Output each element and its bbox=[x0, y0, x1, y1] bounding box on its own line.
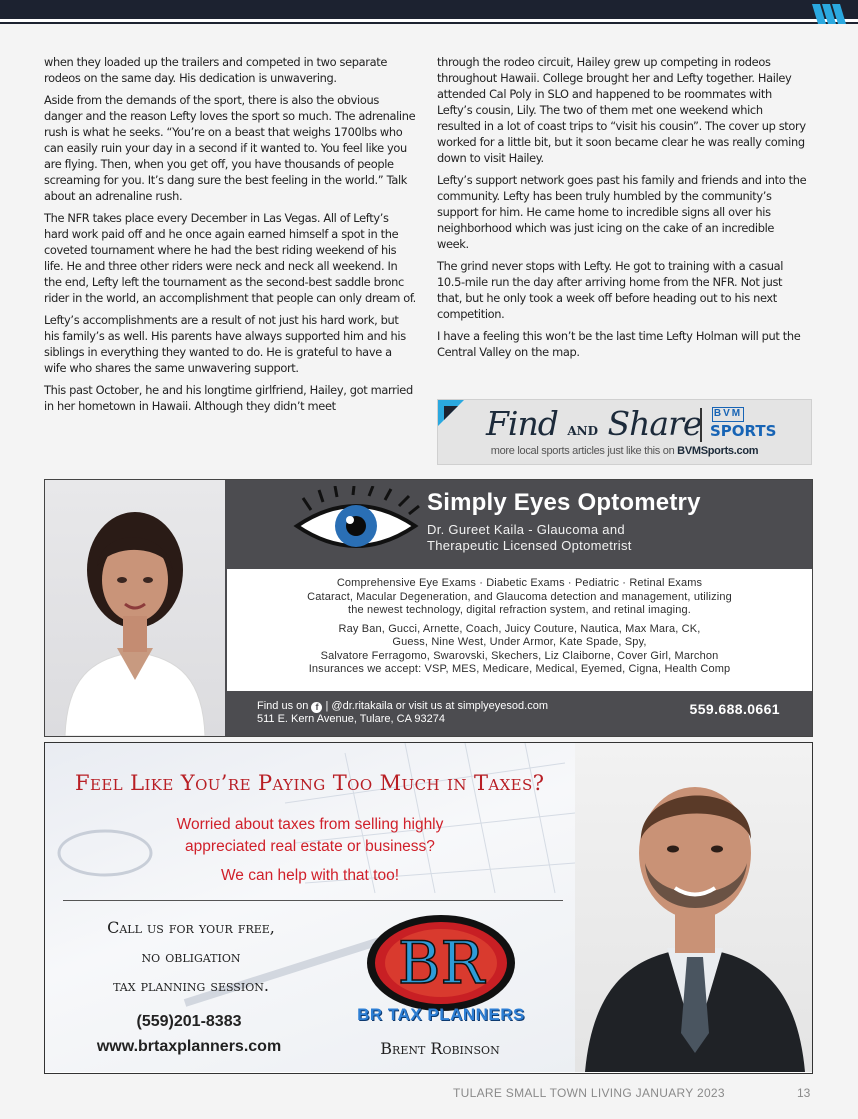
advisor-name: Brent Robinson bbox=[380, 1039, 500, 1058]
doctor-credentials: Dr. Gureet Kaila - Glaucoma and Therapeutic Licensed Optometrist bbox=[427, 522, 632, 553]
and-word: AND bbox=[567, 424, 599, 438]
doctor-photo bbox=[45, 480, 225, 736]
eye-logo-icon bbox=[291, 486, 421, 562]
tax-phone[interactable]: (559)201-8383 bbox=[136, 1013, 242, 1030]
article-paragraph: Lefty’s support network goes past his family and friends and into the community. Lefty has been truly humbled by the community’s support for him. He came home to incredible signs all over his neighborhood which was just icing on the cake of an incredible week. bbox=[437, 173, 807, 251]
find-and-share-banner[interactable] bbox=[437, 399, 812, 465]
services-panel bbox=[227, 569, 812, 691]
facebook-icon[interactable]: f bbox=[311, 702, 322, 713]
services-line: Cataract, Macular Degeneration, and Glaucoma detection and management, utilizing bbox=[307, 590, 732, 603]
optometry-name: Simply Eyes Optometry bbox=[427, 489, 701, 516]
insurance-line: Insurances we accept: VSP, MES, Medicare, Medical, Eyemed, Cigna, Health Comp bbox=[308, 663, 731, 675]
article-paragraph: The NFR takes place every December in Las Vegas. All of Lefty’s hard work paid off and he once again earned himself a spot in the coveted tournament where he had the best riding weekend of his life. He and three other riders were neck and neck all weekend. In the end, Lefty left the tournament as the second-best saddle bronc rider in the world, an accomplishment that people can only dream of. bbox=[44, 211, 416, 305]
chevron-stripes-icon bbox=[812, 4, 848, 24]
article-column-right bbox=[437, 54, 809, 366]
corner-arrow-icon bbox=[438, 400, 464, 426]
br-logo-letters: BR bbox=[397, 929, 485, 997]
bvm-logo: BVM bbox=[712, 407, 744, 422]
bvm-sports-link[interactable]: BVMSports.com bbox=[677, 445, 759, 457]
tax-pitch-line: We can help with that too! bbox=[220, 867, 400, 884]
tax-brand-name: BR TAX PLANNERS bbox=[357, 1005, 525, 1024]
brands-line: Salvatore Ferragomo, Swarovski, Skechers, Liz Claiborne, Cover Girl, Marchon bbox=[320, 649, 719, 662]
tax-pitch-line: Worried about taxes from selling highly bbox=[176, 816, 444, 833]
find-share-title bbox=[486, 404, 701, 443]
advisor-photo bbox=[575, 743, 812, 1072]
br-logo-icon bbox=[363, 911, 519, 1016]
divider bbox=[700, 408, 702, 442]
sports-logo: SPORTS bbox=[710, 422, 777, 440]
social-and-website[interactable]: | @dr.ritakaila or visit us at simplyeyesod.com bbox=[325, 700, 548, 712]
optometry-address: 511 E. Kern Avenue, Tulare, CA 93274 bbox=[257, 713, 445, 725]
top-header-bar bbox=[0, 0, 858, 22]
article-paragraph: through the rodeo circuit, Hailey grew up competing in rodeos throughout Hawaii. College brought her and Lefty together. Hailey attended Cal Poly in SLO and happened to be roommates with Lefty’s cousin, Lily. The two of them met one weekend which resulted in a lot of coast trips to “visit his cousin”. The cover up story worked for a little bit, but it soon became clear he was really coming down to visit Hailey. bbox=[437, 55, 806, 165]
brands-line: Guess, Nine West, Under Armor, Kate Spade, Spy, bbox=[392, 636, 647, 648]
publication-footer: TULARE SMALL TOWN LIVING JANUARY 2023 bbox=[453, 1086, 725, 1100]
services-line: Comprehensive Eye Exams · Diabetic Exams · Pediatric · Retinal Exams bbox=[336, 577, 703, 589]
article-paragraph: Aside from the demands of the sport, there is also the obvious danger and the reason Lefty loves the sport so much. The adrenaline rush is what he seeks. “You’re on a beast that weighs 1700lbs who can easily ruin your day in a second if it wanted to. You feel like you are flying. Then, when you get off, you have thousands of people screaming for you. It’s dang sure the best feeling in the world.” Talk about an adrenaline rush. bbox=[44, 93, 416, 203]
brands-line: Ray Ban, Gucci, Arnette, Coach, Juicy Couture, Nautica, Max Mara, CK, bbox=[338, 622, 701, 635]
call-to-action: Call us for your free, no obligation tax planning session. bbox=[107, 918, 275, 995]
optometry-contact: Find us on f | @dr.ritakaila or visit us at simplyeyesod.com 511 E. Kern Avenue, Tulare, CA 93274 bbox=[257, 700, 548, 725]
article-paragraph: The grind never stops with Lefty. He got to training with a casual 10.5-mile run the day after arriving home from the NFR. Not just that, but he only took a week off before heading out to his next competition. bbox=[437, 259, 784, 321]
share-word: Share bbox=[607, 404, 702, 443]
tax-pitch-line: appreciated real estate or business? bbox=[185, 838, 435, 855]
find-word: Find bbox=[486, 404, 558, 443]
divider bbox=[63, 900, 563, 901]
article-paragraph: I have a feeling this won’t be the last time Lefty Holman will put the Central Valley on the map. bbox=[437, 329, 801, 359]
article-paragraph: This past October, he and his longtime girlfriend, Hailey, got married in her hometown in Hawaii. Although they didn’t meet bbox=[44, 383, 413, 413]
article-column-left bbox=[44, 54, 416, 420]
optometry-phone[interactable]: 559.688.0661 bbox=[689, 701, 780, 717]
find-share-subtext: more local sports articles just like this on BVMSports.com bbox=[490, 445, 759, 457]
article-paragraph: when they loaded up the trailers and competed in two separate rodeos on the same day. His dedication is unwavering. bbox=[44, 55, 387, 85]
tax-headline: Feel Like You’re Paying Too Much in Taxes? bbox=[75, 771, 545, 795]
optometry-ad[interactable] bbox=[44, 479, 813, 737]
services-line: the newest technology, digital refraction system, and retinal imaging. bbox=[348, 604, 691, 616]
page-number: 13 bbox=[797, 1086, 811, 1100]
tax-website-link[interactable]: www.brtaxplanners.com bbox=[96, 1038, 282, 1055]
tax-planners-ad[interactable] bbox=[44, 742, 813, 1074]
article-paragraph: Lefty’s accomplishments are a result of not just his hard work, but his family’s as well. His parents have always supported him and his siblings in everything they wanted to do. He is grateful to have a wife who shares the same unwavering support. bbox=[44, 313, 406, 375]
